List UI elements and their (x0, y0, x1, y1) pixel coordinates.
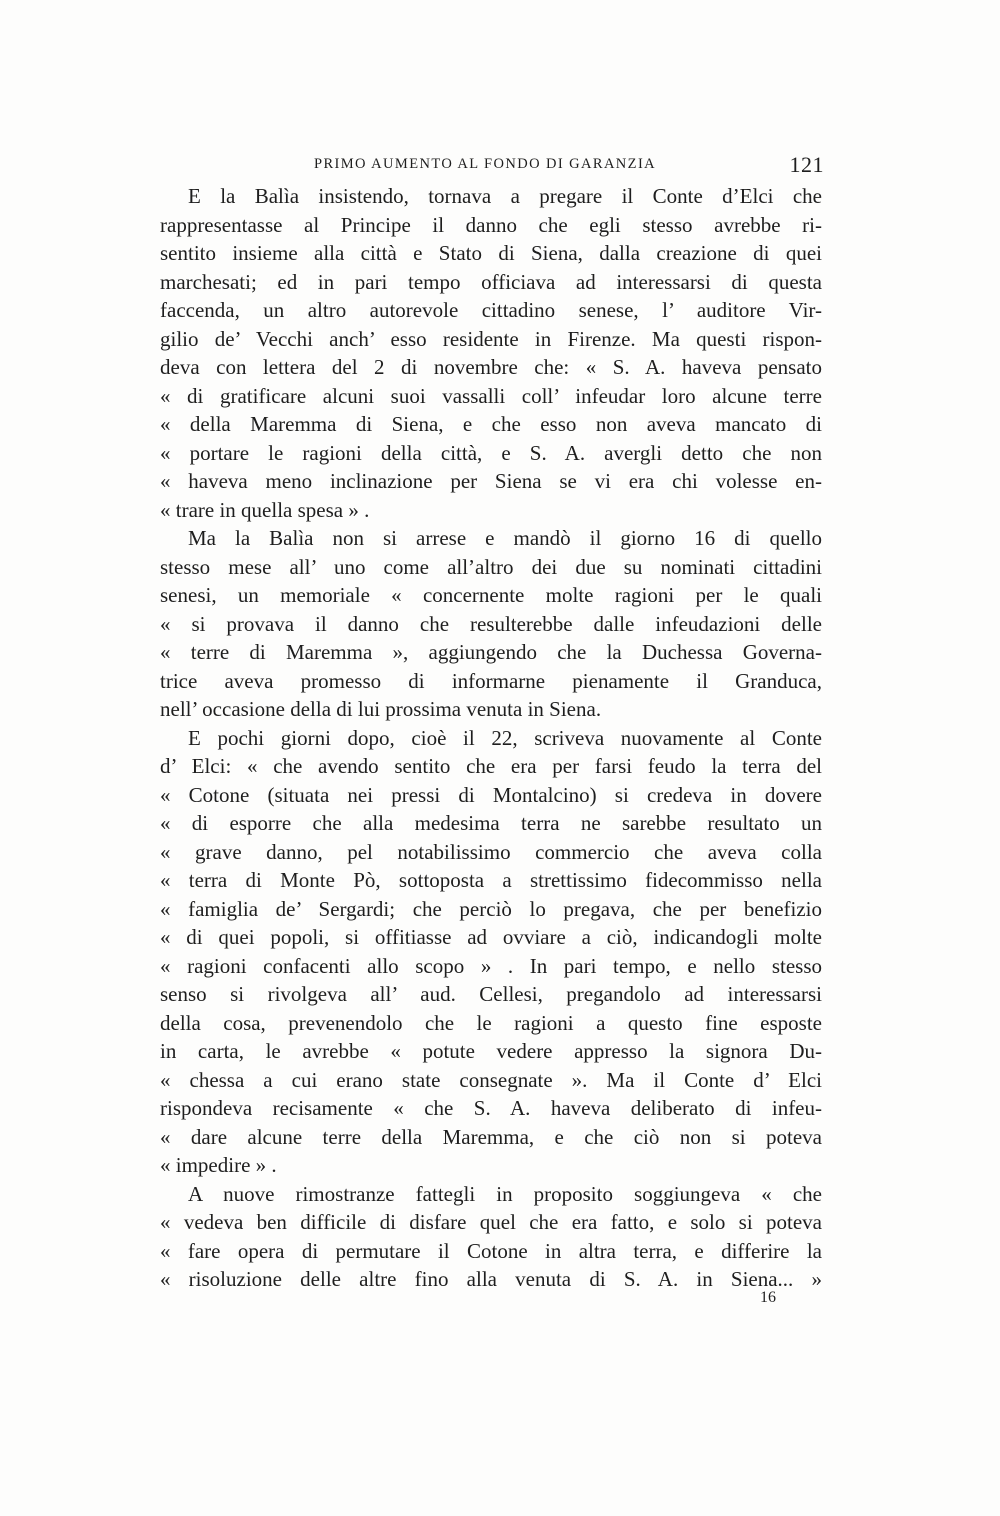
page-number: 121 (789, 152, 824, 177)
text-line: della cosa, prevenendolo che le ragioni a questo fine esposte (160, 1010, 822, 1035)
text-line: faccenda, un altro autorevole cittadino senese, l’ auditore Vir- (160, 298, 822, 322)
signature-mark: 16 (760, 1289, 776, 1306)
text-line: « di esporre che alla medesima terra ne sarebbe resultato un (160, 811, 822, 835)
text-line: « risoluzione delle altre fino alla venuta di S. A. in Siena... » (160, 1267, 822, 1291)
text-line: trice aveva promesso di informarne pienamente il Granduca, (160, 668, 822, 693)
text-line: E pochi giorni dopo, cioè il 22, scriveva nuovamente al Conte (188, 725, 822, 750)
text-line: deva con lettera del 2 di novembre che: « S. A. haveva pensato (160, 355, 822, 379)
paragraph-2 (160, 524, 822, 724)
paragraph-4 (160, 1180, 822, 1294)
paragraph-1 (160, 182, 822, 524)
text-line: rappresentasse al Principe il danno che egli stesso avrebbe ri- (160, 212, 822, 237)
text-line: « grave danno, pel notabilissimo commercio che aveva colla (160, 839, 822, 864)
text-line: sentito insieme alla città e Stato di Siena, dalla creazione di quei (160, 241, 822, 265)
text-line: « ragioni confacenti allo scopo » . In pari tempo, e nello stesso (160, 953, 822, 978)
text-line: « si provava il danno che resulterebbe dalle infeudazioni delle (160, 611, 822, 636)
text-line: « terra di Monte Pò, sottoposta a strettissimo fidecommisso nella (160, 868, 822, 892)
text-line: « terre di Maremma », aggiungendo che la Duchessa Governa- (160, 640, 822, 664)
text-line: « chessa a cui erano state consegnate ». Ma il Conte d’ Elci (160, 1067, 822, 1092)
text-line: « portare le ragioni della città, e S. A. avergli detto che non (160, 440, 822, 465)
text-line: in carta, le avrebbe « potute vedere appresso la signora Du- (160, 1039, 822, 1063)
body-text (160, 182, 822, 1294)
text-line: senso si rivolgeva all’ aud. Cellesi, pregandolo ad interessarsi (160, 982, 822, 1006)
text-line: « della Maremma di Siena, e che esso non aveva mancato di (160, 412, 822, 436)
text-line: « di gratificare alcuni suoi vassalli coll’ infeudar loro alcune terre (160, 383, 822, 408)
text-line: E la Balìa insistendo, tornava a pregare il Conte d’Elci che (188, 184, 822, 208)
text-line: « impedire » . (160, 1153, 277, 1177)
text-line: « trare in quella spesa » . (160, 497, 370, 522)
paragraph-3 (160, 724, 822, 1180)
text-line: « haveva meno inclinazione per Siena se vi era chi volesse en- (160, 469, 822, 493)
text-line: d’ Elci: « che avendo sentito che era per farsi feudo la terra del (160, 754, 822, 778)
text-line: senesi, un memoriale « concernente molte ragioni per le quali (160, 583, 822, 607)
text-line: Ma la Balìa non si arrese e mandò il giorno 16 di quello (188, 526, 822, 550)
text-line: marchesati; ed in pari tempo officiava ad interessarsi di questa (160, 269, 822, 294)
text-line: « Cotone (situata nei pressi di Montalcino) si credeva in dovere (160, 782, 822, 807)
text-line: « famiglia de’ Sergardi; che perciò lo pregava, che per benefizio (160, 896, 822, 921)
running-head (160, 152, 824, 182)
text-line: gilio de’ Vecchi anch’ esso residente in Firenze. Ma questi rispon- (160, 326, 822, 351)
text-line: rispondeva recisamente « che S. A. haveva deliberato di infeu- (160, 1096, 822, 1120)
text-line: « dare alcune terre della Maremma, e che ciò non si poteva (160, 1124, 822, 1149)
text-line: « di quei popoli, si offitiasse ad ovviare a ciò, indicandogli molte (160, 925, 822, 949)
text-line: stesso mese all’ uno come all’altro dei due su nominati cittadini (160, 554, 822, 579)
text-line: « vedeva ben difficile di disfare quel che era fatto, e solo si poteva (160, 1210, 822, 1234)
text-line: A nuove rimostranze fattegli in proposito soggiungeva « che (188, 1181, 822, 1206)
running-title: PRIMO AUMENTO AL FONDO DI GARANZIA (314, 156, 657, 172)
text-line: « fare opera di permutare il Cotone in altra terra, e differire la (160, 1238, 822, 1263)
text-line: nell’ occasione della di lui prossima venuta in Siena. (160, 697, 602, 721)
